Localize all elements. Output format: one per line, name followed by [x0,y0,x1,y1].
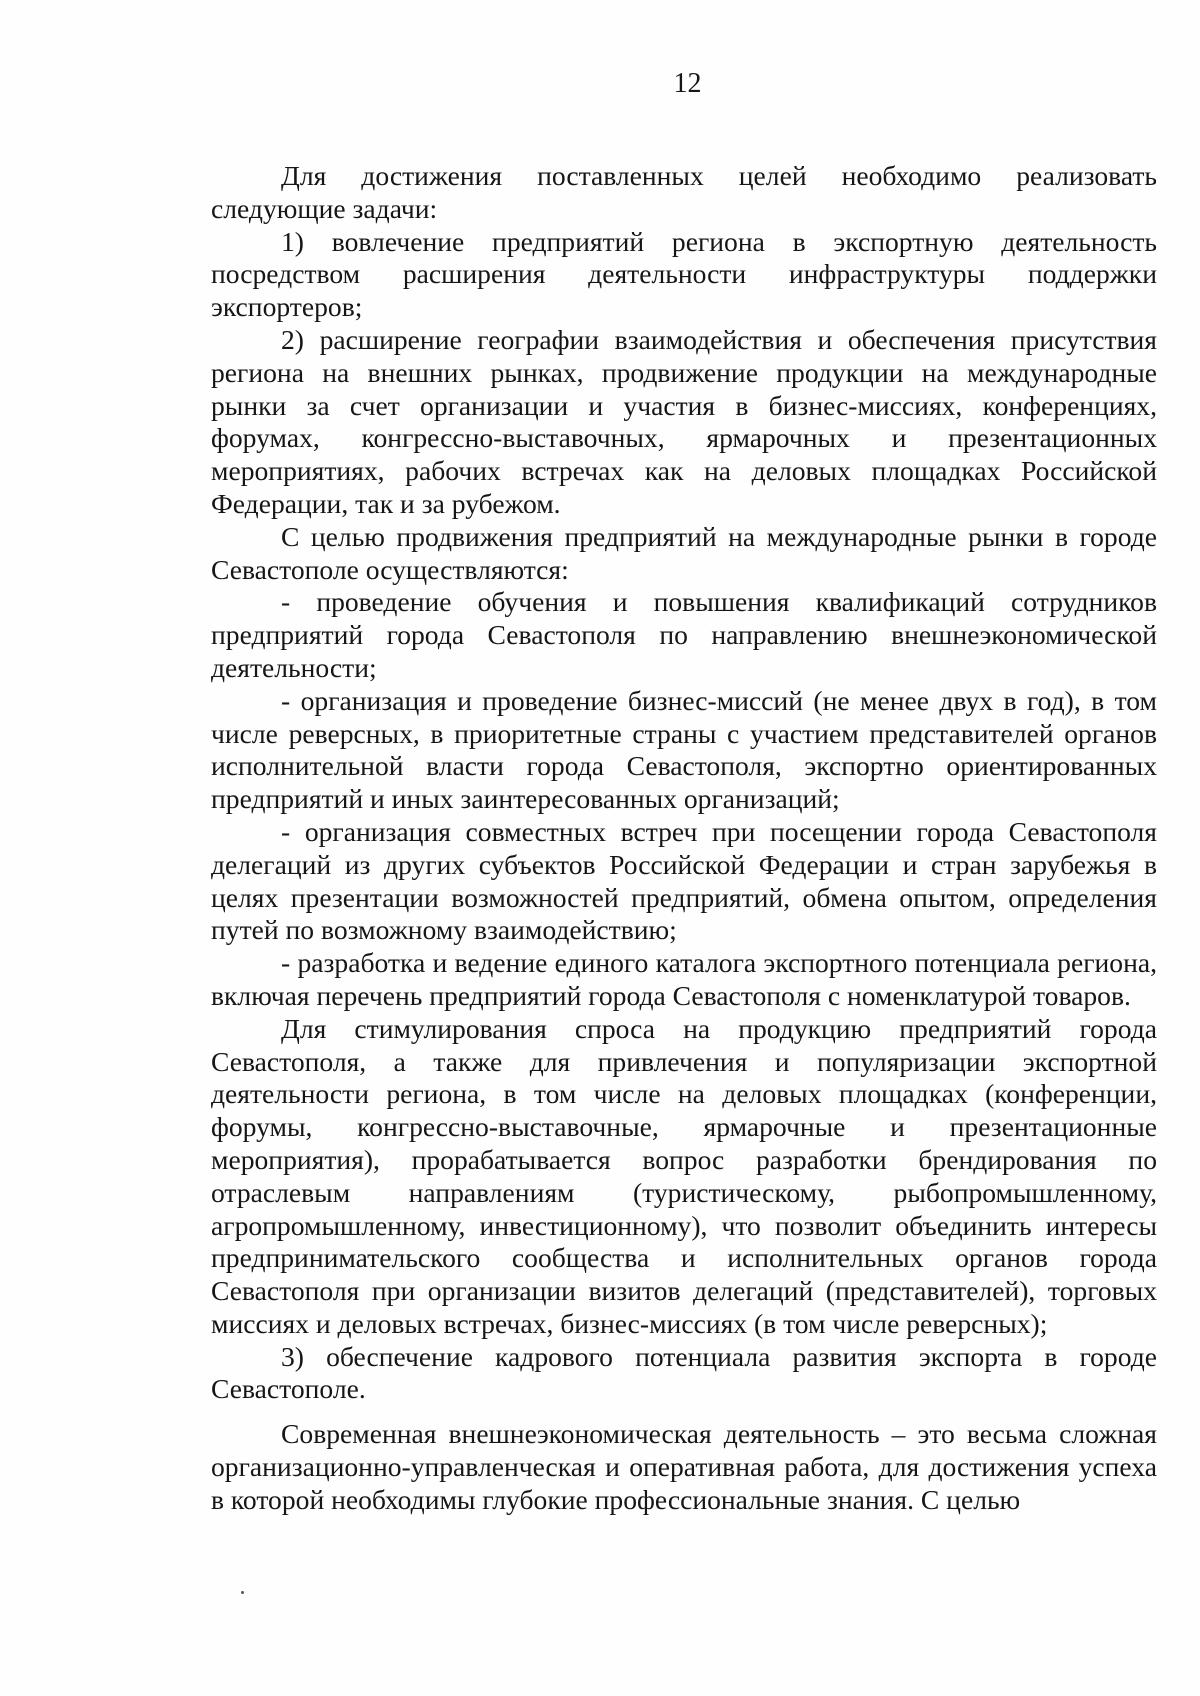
list-item-joint-meetings: - организация совместных встреч при посещении города Севастополя делегаций из других субъектов Российской Федерации и стран зарубежья в целях презентации возможностей предприятий, обмена опытом, определения путей по возможному взаимодействию; [211,815,1157,946]
list-item-training: - проведение обучения и повышения квалификаций сотрудников предприятий города Севастополя по направлению внешнеэкономической деятельности; [211,586,1157,683]
scan-speck [241,1591,244,1594]
paragraph-promotion-intro: С целью продвижения предприятий на международные рынки в городе Севастополе осуществляются: [211,520,1157,585]
paragraph-task-1: 1) вовлечение предприятий региона в экспортную деятельность посредством расширения деятельности инфраструктуры поддержки экспортеров; [211,225,1157,323]
paragraph-modern-activity: Современная внешнеэкономическая деятельность – это весьма сложная организационно-управленческая и оперативная работа, для достижения успеха в которой необходимы глубокие профессиональные знания. С целью [211,1418,1157,1515]
paragraph-branding: Для стимулирования спроса на продукцию предприятий города Севастополя, а также для привлечения и популяризации экспортной деятельности региона, в том числе на деловых площадках (конференции, форумы, конгрессно-выставочные, ярмарочные и презентационные мероприятия), прорабатывается вопрос разработки брендирования по отраслевым направлениям (туристическому, рыбопромышленному, агропромышленному, инвестиционному), что позволит объединить интересы предпринимательского сообщества и исполнительных органов города Севастополя при организации визитов делегаций (представителей), торговых миссиях и деловых встречах, бизнес-миссиях (в том числе реверсных); [211,1012,1157,1339]
page-number: 12 [673,68,702,99]
paragraph-task-3: 3) обеспечение кадрового потенциала развития экспорта в городе Севастополе. [211,1340,1157,1405]
list-item-business-missions: - организация и проведение бизнес-миссий (не менее двух в год), в том числе реверсных, в приоритетные страны с участием представителей органов исполнительной власти города Севастополя, экспортно ориентированных предприятий и иных заинтересованных организаций; [211,684,1157,815]
list-item-export-catalog: - разработка и ведение единого каталога экспортного потенциала региона, включая перечень предприятий города Севастополя с номенклатурой товаров. [211,947,1157,1011]
document-body [211,160,1157,1517]
paragraph-goals-intro: Для достижения поставленных целей необходимо реализовать следующие задачи: [211,160,1157,224]
paragraph-task-2: 2) расширение географии взаимодействия и обеспечения присутствия региона на внешних рынках, продвижение продукции на международные рынки за счет организации и участия в бизнес-миссиях, конференциях, форумах, конгрессно-выставочных, ярмарочных и презентационных мероприятиях, рабочих встречах как на деловых площадках Российской Федерации, так и за рубежом. [211,323,1157,519]
